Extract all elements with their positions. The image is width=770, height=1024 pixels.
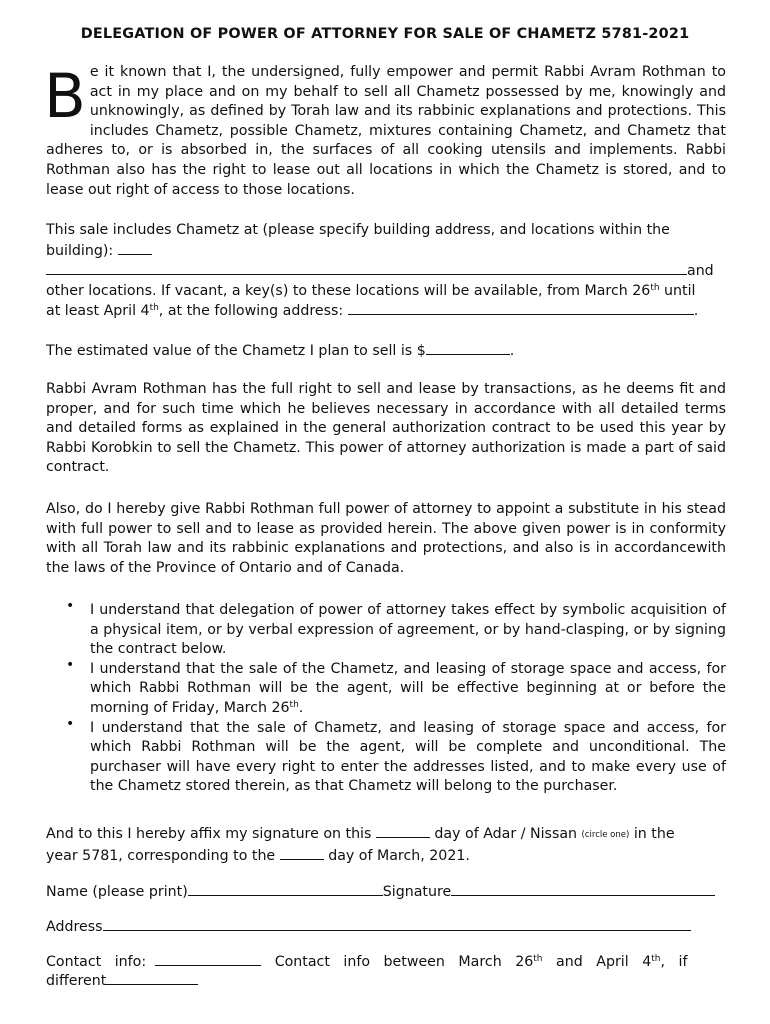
superscript: th: [289, 699, 299, 710]
bullet-list: [66, 598, 726, 797]
intro-text: e it known that I, the undersigned, fully empower and permit Rabbi Avram Rothman to act in my place and on my behalf to sell all Chametz possessed by me, knowingly and unknowingly, as defined by Torah law and its rabbinic explanations and protections. This includes Chametz, possible Chametz, mixtures containing Chametz, and Chametz that adheres to, or is absorbed in, the surfaces of all cooking utensils and implements. Rabbi Rothman also has the right to lease out all locations in which the Chametz is stored, and to lease out right of access to those locations.: [46, 64, 726, 198]
locations-line-4: [46, 282, 726, 302]
contact-field[interactable]: [155, 952, 261, 966]
superscript: th: [533, 954, 543, 964]
march-day-field[interactable]: [280, 846, 324, 860]
locations-paragraph: [46, 221, 726, 322]
building-blank-field[interactable]: [118, 241, 152, 255]
name-field[interactable]: [188, 882, 383, 896]
period: .: [693, 303, 699, 320]
different-contact-field[interactable]: [106, 971, 198, 985]
day-field[interactable]: [376, 824, 430, 838]
intro-paragraph: [46, 63, 726, 200]
march-text: day of March, 2021.: [328, 847, 470, 864]
signature-paragraph: [46, 824, 726, 866]
different-label: different: [46, 973, 107, 989]
signature-field[interactable]: [451, 882, 715, 896]
substitute-paragraph: Also, do I hereby give Rabbi Rothman full power of attorney to appoint a substitute in his stead with full power to sell and to lease as provided herein. The above given power is in conformity with all Torah law and its rabbinic explanations and protections, and also is in accordancewith the laws of the Province of Ontario and of Canada.: [46, 501, 726, 576]
superscript: th: [149, 303, 159, 314]
address-field[interactable]: [103, 917, 691, 931]
bullet-dot-icon: •: [66, 656, 75, 673]
period: .: [298, 699, 304, 716]
locations-line-3: [46, 261, 726, 282]
bullet-text: I understand that the sale of Chametz, and leasing of storage space and access, for which Rabbi Rothman will be the agent, will be complete and unconditional. The purchaser will have every right to enter the addresses listed, and to make every use of the Chametz stored therein, as that Chametz will belong to the purchaser.: [90, 719, 726, 795]
bullet-item: [66, 715, 726, 797]
signature-line-1: [46, 824, 726, 846]
april-text: at least April 4: [46, 303, 150, 320]
building-address-field[interactable]: [46, 261, 687, 275]
rights-paragraph: Rabbi Avram Rothman has the full right to sell and lease by transactions, as he deems fit and proper, and for such time which he believes necessary in accordance with all detailed terms and detailed forms as explained in the general authorization contract to be used this year by Rabbi Korobkin to sell the Chametz. This power of attorney authorization is made a part of said contract.: [46, 381, 726, 476]
affix-text: And to this I hereby affix my signature on this: [46, 826, 372, 842]
contact-row: [46, 952, 726, 973]
bullet-text: I understand that the sale of the Chametz, and leasing of storage space and access, for which Rabbi Rothman will be the agent, will be effective beginning at or before the morning of Friday, March 26: [90, 660, 726, 716]
address-row: [46, 917, 726, 938]
period: .: [509, 343, 515, 359]
building-label: building):: [46, 242, 114, 259]
adar-nissan-text[interactable]: day of Adar / Nissan: [434, 826, 578, 842]
locations-line-2: [46, 241, 726, 262]
contact-label: Contact info:: [46, 954, 147, 970]
value-label: The estimated value of the Chametz I plan to sell is $: [46, 343, 426, 359]
bullet-item: [66, 656, 726, 719]
until-text: until: [659, 282, 696, 299]
key-address-field[interactable]: [348, 301, 694, 315]
value-line: [46, 341, 726, 362]
april-text: and April 4: [542, 954, 652, 970]
bullet-item: [66, 598, 726, 660]
and-text: and: [687, 263, 714, 280]
value-field[interactable]: [426, 341, 510, 355]
name-label: Name (please print): [46, 884, 188, 900]
signature-label: Signature: [382, 884, 452, 900]
if-text: , if: [660, 954, 688, 970]
in-the-text: in the: [633, 826, 675, 842]
document-title: DELEGATION OF POWER OF ATTORNEY FOR SALE OF CHAMETZ 5781-2021: [80, 26, 690, 42]
contact-between-text: Contact info between March 26: [274, 954, 534, 970]
locations-line-5: [46, 301, 726, 322]
different-row: [46, 971, 726, 992]
circle-one-note: (circle one): [581, 830, 630, 840]
bullet-dot-icon: •: [66, 598, 75, 614]
bullet-dot-icon: •: [66, 715, 75, 732]
drop-cap: B: [44, 61, 86, 132]
vacant-text: other locations. If vacant, a key(s) to these locations will be available, from March 26: [46, 282, 651, 299]
year-text: year 5781, corresponding to the: [46, 847, 276, 864]
superscript: th: [651, 954, 661, 964]
locations-line-1: This sale includes Chametz at (please specify building address, and locations within the: [46, 222, 670, 238]
superscript: th: [650, 282, 660, 293]
address-label: Address: [46, 919, 103, 935]
signature-line-2: [46, 846, 726, 867]
bullet-text: I understand that delegation of power of attorney takes effect by symbolic acquisition of a physical item, or by verbal expression of agreement, or by hand-clasping, or by signing the contract below.: [90, 602, 726, 658]
name-signature-row: [46, 882, 726, 903]
following-address-text: , at the following address:: [158, 303, 344, 320]
